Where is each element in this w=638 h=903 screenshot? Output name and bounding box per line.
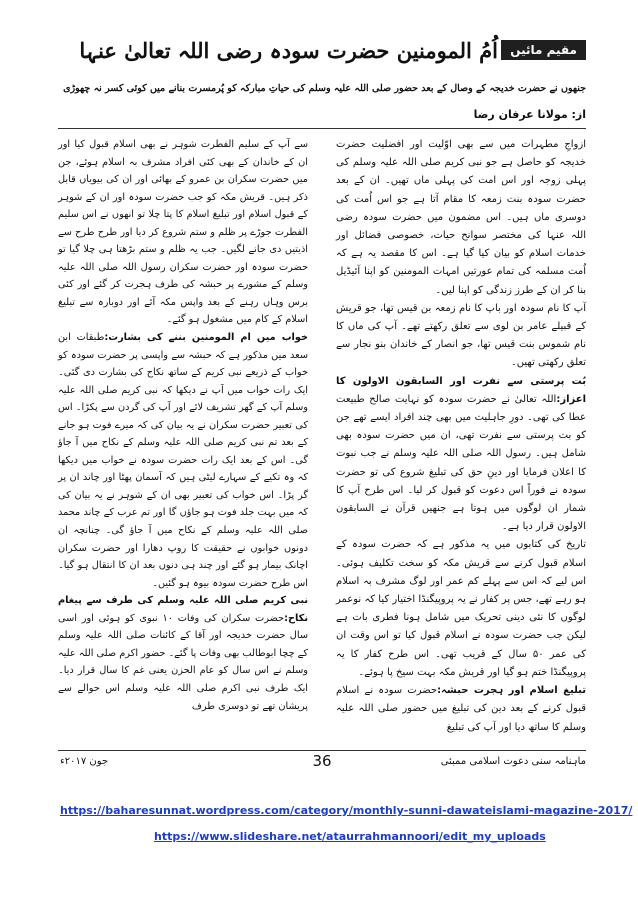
paragraph (336, 136, 586, 300)
paragraph (58, 592, 308, 715)
text-column-right (336, 136, 586, 737)
paragraph-heading: تبلیغ اسلام اور ہجرت حبشہ: (437, 685, 586, 697)
article-title: اُمُ المومنین حضرت سودہ رضی اللہ تعالیٰ عنہا (79, 38, 498, 63)
paragraph-text: ازواجِ مطہرات میں سے بھی اوّلیت اور افضلیت حضرت خدیجہ کو حاصل ہے جو نبی کریم صلی اللہ علیہ وسلم کی پہلی زوجہ اور اس امت کی پہلی ماں تھیں۔ ان کے بعد حضرت سودہ بنت زمعہ کا مقام آتا ہے جو اس اُمت کی دوسری ماں ہیں۔ اس مضمون میں حضرت سودہ رضی اللہ عنہا کی مختصر سوانح حیات، خصوصی فضائل اور خدمات اسلام کو بیان کیا گیا ہے۔ اس کا مقصد یہ ہے کہ اُمت مسلمہ کی تمام عورتیں امہات المومنین کو اپنا آئیڈیل بنا کر ان کے طرز زندگی کو اپنا لیں۔ (336, 139, 586, 296)
paragraph-text: سے آپ کے سلیم الفطرت شوہر نے بھی اسلام قبول کیا اور ان کے خاندان کے بھی کئی افراد مشرف بہ اسلام ہوئے، جن میں حضرت سکران بن عمرو کے بھائی اور ان کی بیویاں قابل ذکر ہیں۔ قریش مکہ کو جب حضرت سودہ اور ان کے شوہر کے قبول اسلام اور تبلیغ اسلام کا پتا چلا تو انھوں نے اس سلیم الفطرت جوڑے پر ظلم و ستم شروع کر دیا اور طرح طرح سے اذیتیں دی جانے لگیں۔ جب یہ ظلم و ستم بڑھتا ہی چلا گیا تو حضرت سودہ اور حضرت سکران رسول اللہ صلی اللہ علیہ وسلم کے مشورے پر حبشہ کی طرف ہجرت کر گئے اور کئی برس وہاں رہنے کے بعد واپس مکہ آئے اور دوبارہ سے تبلیغ اسلام کے کام میں مشغول ہو گئے۔ (58, 139, 308, 326)
paragraph-heading: خواب میں ام المومنین بننے کی بشارت: (104, 332, 308, 344)
paragraph (336, 682, 586, 737)
paragraph (58, 329, 308, 592)
source-link-wordpress[interactable]: https://baharesunnat.wordpress.com/category/monthly-sunni-dawateislami-magazine-2017/ (60, 804, 633, 817)
article-subtitle: جنھوں نے حضرت خدیجہ کے وصال کے بعد حضور صلی اللہ علیہ وسلم کی حیاتِ مبارکہ کو پُرمسرت بنانے میں کوئی کسر نہ چھوڑی (63, 83, 586, 94)
source-link-slideshare[interactable]: https://www.slideshare.net/ataurrahmannoori/edit_my_uploads (154, 830, 546, 843)
header-divider (58, 128, 586, 129)
author-line: از: مولانا عرفان رضا (473, 108, 586, 121)
paragraph (336, 300, 586, 373)
footer-date: جون ۲۰۱۷ء (60, 756, 109, 767)
paragraph (58, 136, 308, 329)
paragraph (336, 536, 586, 682)
section-badge: مقیم مائیں (501, 40, 586, 60)
footer-magazine-name: ماہنامہ سنی دعوت اسلامی ممبئی (440, 756, 586, 767)
paragraph (336, 373, 586, 537)
paragraph-text: حضرت سکران کی وفات ۱۰ نبوی کو ہوئی اور اسی سال حضرت خدیجہ اور آقا کے کائنات صلی اللہ علیہ وسلم کے چچا ابوطالب بھی وفات پا گئے۔ حضور اکرم صلی اللہ علیہ وسلم نے اس سال کو عام الحزن یعنی غم کا سال قرار دیا۔ ایک طرف نبی اکرم صلی اللہ علیہ وسلم اس حوالے سے پریشان تھے تو دوسری طرف (58, 612, 308, 712)
paragraph-text: آپ کا نام سودہ اور باپ کا نام زمعہ بن قیس تھا، جو قریش کے قبیلے عامر بن لوی سے تعلق رکھتے تھے۔ آپ کی ماں کا نام شموس بنت قیس تھا، جو انصار کے خاندان بنو نجار سے تعلق رکھتی تھیں۔ (336, 302, 586, 369)
page-footer (58, 754, 586, 774)
text-column-left (58, 136, 308, 715)
footer-divider (58, 750, 586, 751)
page-number: 36 (312, 752, 332, 770)
magazine-page (58, 32, 586, 777)
paragraph-text: تاریخ کی کتابوں میں یہ مذکور ہے کہ حضرت سودہ کے اسلام قبول کرنے سے قریش مکہ کو سخت تکلیف ہوئی۔ اس لیے کہ اس سے پہلے کم عمر اور لوگ مشرف بہ اسلام ہو رہے تھے، جس پر کفار نے یہ پروپیگنڈا اختیار کیا کہ نوعمر لوگوں کا نئی دینی تحریک میں شامل ہونا فطری بات ہے لیکن جب حضرت سودہ نے اسلام قبول کیا تو اس وقت ان کی عمر ۵۰ سال کے قریب تھی۔ اس طرح کفار کا یہ پروپیگنڈا ختم ہو گیا اور قریش مکہ بہت سیخ پا ہوئے۔ (336, 539, 586, 678)
paragraph-text: طبقات ابن سعد میں مذکور ہے کہ حبشہ سے واپسی پر حضرت سودہ کو خواب کے ذریعے نبی کریم کے ساتھ نکاح کی بشارت دی گئی۔ ایک رات خواب میں آپ نے دیکھا کہ نبی کریم صلی اللہ علیہ وسلم آپ کے گھر تشریف لائے اور آپ کی گردن سے پکڑا۔ اس کی تعبیر حضرت سکران نے یہ بیان کی کہ میرے فوت ہو جانے کے بعد تم نبی کریم صلی اللہ علیہ وسلم کے نکاح میں آ جاؤ گی۔ اس کے بعد ایک رات حضرت سودہ نے خواب میں دیکھا کہ وہ تکیے کے سہارے لیٹی ہیں کہ آسمان پھٹا اور چاند ان پر گر پڑا۔ اس خواب کی تعبیر بھی ان کے شوہر نے یہ بیان کی کہ میں بہت جلد فوت ہو جاؤں گا اور تم عرب کے چاند محمد صلی اللہ علیہ وسلم کے نکاح میں آ جاؤ گی۔ چنانچہ ان دونوں خوابوں نے حقیقت کا روپ دھارا اور حضرت سکران اچانک بیمار ہو گئے اور چند ہی دنوں بعد ان کا انتقال ہو گیا۔ اس طرح حضرت سودہ بیوہ ہو گئیں۔ (58, 332, 308, 589)
paragraph-heading: نبی کریم صلی اللہ علیہ وسلم کی طرف سے پیغام نکاح: (58, 595, 308, 624)
paragraph-text: اللہ تعالیٰ نے حضرت سودہ کو نہایت صالح طبیعت عطا کی تھی۔ دورِ جاہلیت میں بھی چند افراد ایسے تھے جن کو بت پرستی سے نفرت تھی، ان میں حضرت سودہ بھی شامل ہیں۔ رسول اللہ صلی اللہ علیہ وسلم نے جب نبوت کا اعلان فرمایا اور دینِ حق کی تبلیغ شروع کی تو حضرت سودہ نے فوراً اس دعوت کو قبول کر لیا۔ اس طرح آپ کا شمار ان لوگوں میں ہوتا ہے جنھیں قرآن نے السابقون الاولون قرار دیا ہے۔ (336, 393, 586, 533)
paragraph-text: حضرت سودہ نے اسلام قبول کرنے کے بعد دین کی تبلیغ میں حضور صلی اللہ علیہ وسلم کا ساتھ دیا اور آپ کی تبلیغ (336, 685, 586, 733)
paragraph-heading: بُت پرستی سے نفرت اور السابقون الاولون کا اعزاز: (336, 375, 586, 405)
